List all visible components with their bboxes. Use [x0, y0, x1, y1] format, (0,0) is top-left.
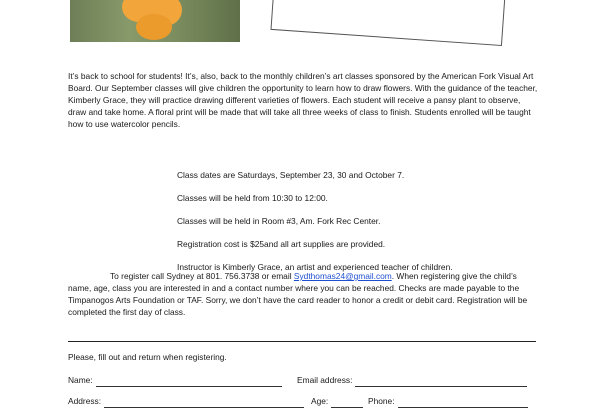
email-input-line[interactable] — [355, 377, 527, 387]
name-input-line[interactable] — [96, 377, 282, 387]
email-field-group — [297, 375, 527, 387]
pansy-photo — [70, 0, 240, 42]
address-label: Address: — [68, 396, 102, 406]
email-link[interactable]: Sydthomas24@gmail.com — [293, 271, 392, 281]
age-label: Age: — [311, 396, 329, 406]
name-label: Name: — [68, 375, 93, 385]
registration-paragraph — [68, 271, 538, 319]
divider-line — [68, 341, 536, 342]
detail-class-dates: Class dates are Saturdays, September 23, 30 and October 7. — [177, 170, 405, 180]
form-row-address-age-phone — [68, 396, 538, 410]
address-field-group — [68, 396, 304, 408]
form-instruction: Please, fill out and return when registering. — [68, 352, 227, 362]
phone-field-group — [368, 396, 528, 408]
registration-text-after: . When registering give the child’s name, age, class you are interested in and a contact number where you can be reached. Checks are made payable to the Timpanogos Arts Foundation or TAF. Sorry, we don’t have the card reader to honor a credit or debit card. Registration will be completed the first day of class. — [68, 271, 528, 317]
blank-frame — [270, 0, 505, 46]
form-row-name-email — [68, 375, 538, 389]
intro-paragraph: It’s back to school for students! It’s, also, back to the monthly children’s art classes sponsored by the American Fork Visual Art Board. Our September classes will give children the opportunity to learn how to draw flowers. With the guidance of the teacher, Kimberly Grace, they will practice drawing different varieties of flowers. Each student will receive a pansy plant to observe, draw and take home. A floral print will be made that will take all three weeks of class to finish. Students enrolled will be taught how to use watercolor pencils. — [68, 71, 538, 129]
detail-instructor: Instructor is Kimberly Grace, an artist and experienced teacher of children. — [177, 262, 453, 272]
detail-class-time: Classes will be held from 10:30 to 12:00. — [177, 193, 328, 203]
email-label: Email address: — [297, 375, 353, 385]
detail-cost: Registration cost is $25and all art supplies are provided. — [177, 239, 386, 249]
detail-location: Classes will be held in Room #3, Am. Fork Rec Center. — [177, 216, 381, 226]
name-field-group — [68, 375, 282, 387]
registration-text-before: To register call Sydney at 801. 756.3738 or email — [110, 271, 294, 281]
pansy-petal — [136, 14, 172, 40]
age-field-group — [311, 396, 363, 408]
phone-label: Phone: — [368, 396, 395, 406]
